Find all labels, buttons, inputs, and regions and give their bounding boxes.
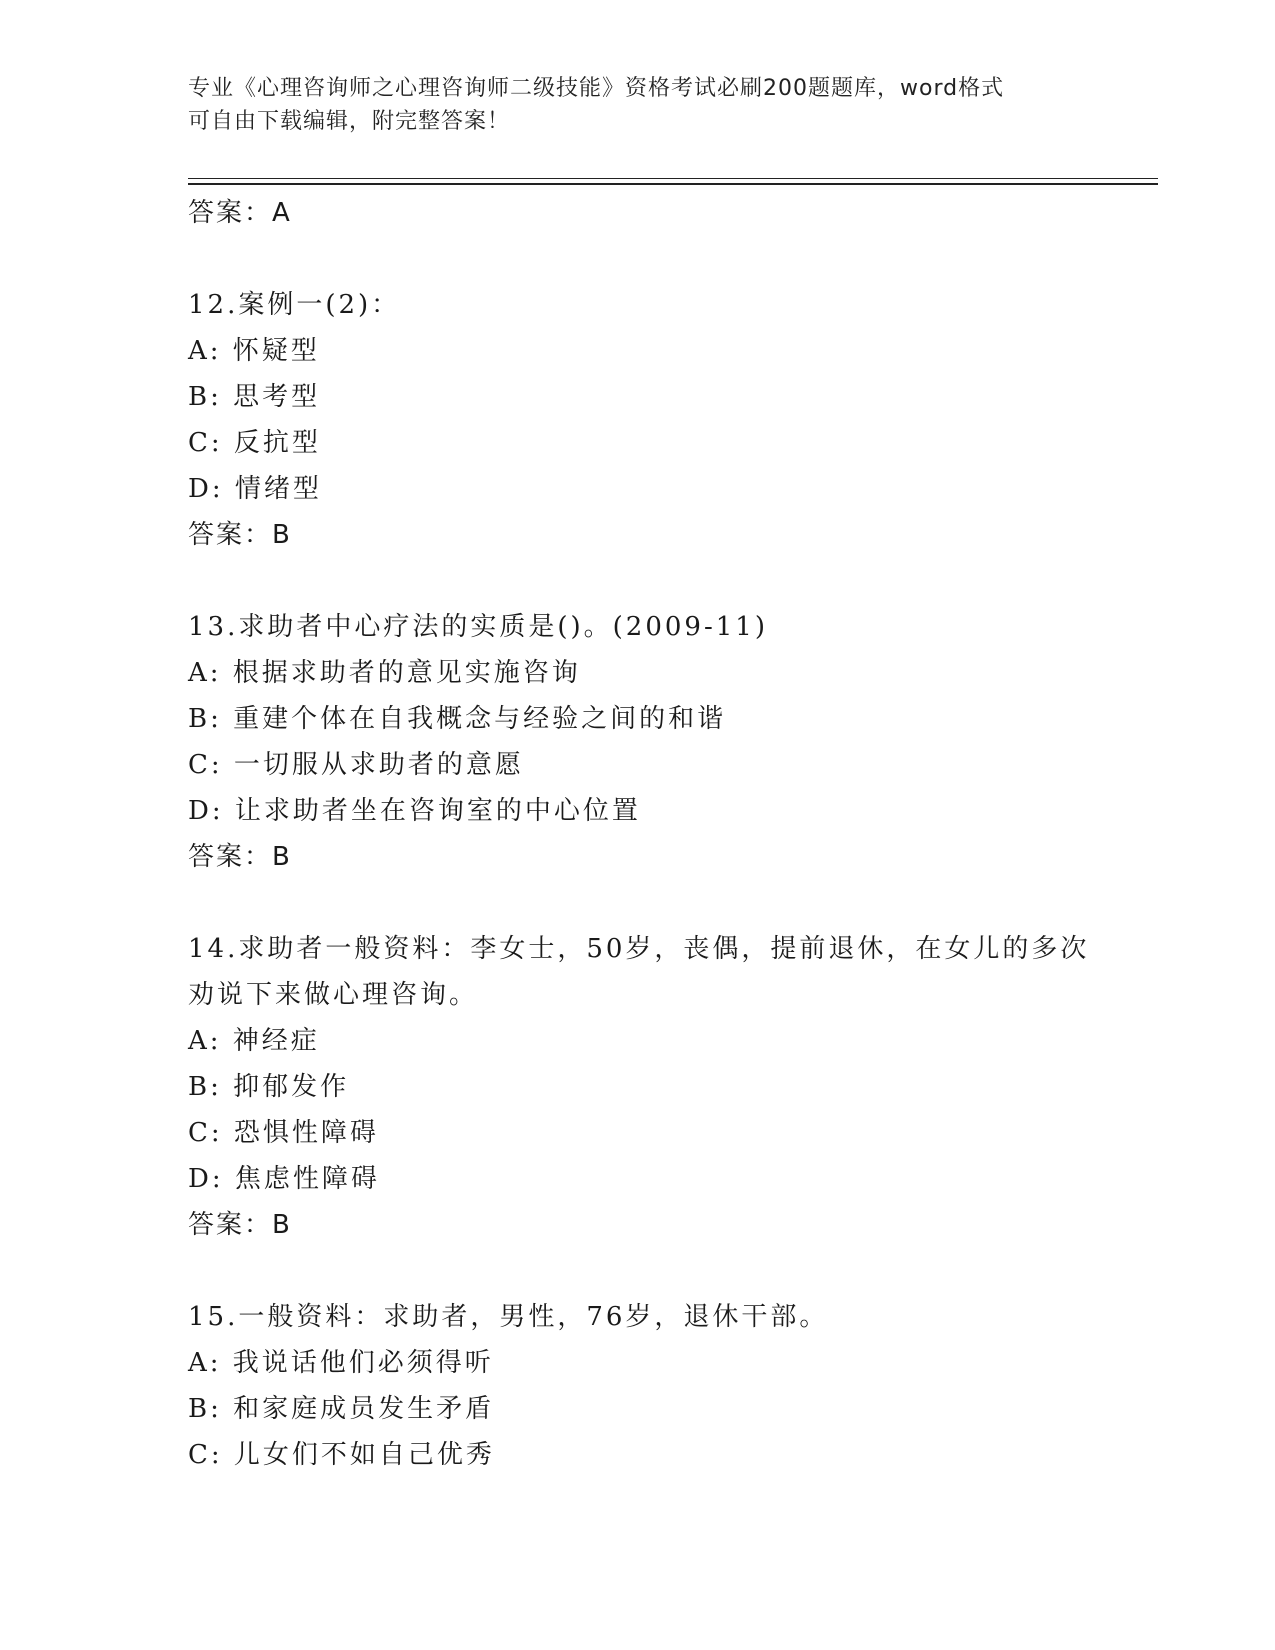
option-c: C: 恐惧性障碍: [188, 1118, 379, 1148]
option-c: C: 儿女们不如自己优秀: [188, 1440, 495, 1470]
option-b: B: 重建个体在自我概念与经验之间的和谐: [188, 704, 727, 734]
spacer: [188, 1248, 1148, 1294]
question-block: [188, 604, 1148, 880]
answer-line: 答案：B: [188, 520, 292, 550]
option-a: A: 怀疑型: [188, 336, 320, 366]
question-block: [188, 282, 1148, 558]
question-block: [188, 926, 1148, 1248]
spacer: [188, 558, 1148, 604]
header-line-1: 专业《心理咨询师之心理咨询师二级技能》资格考试必刷200题题库，word格式: [188, 76, 1005, 101]
header-divider-thick: [188, 183, 1158, 185]
option-b: B: 和家庭成员发生矛盾: [188, 1394, 495, 1424]
page-header: [188, 72, 1088, 138]
question-block: [188, 1294, 1148, 1478]
question-list: [188, 190, 1148, 1478]
question-stem: 13.求助者中心疗法的实质是()。(2009-11): [188, 612, 768, 642]
option-c: C: 一切服从求助者的意愿: [188, 750, 524, 780]
question-stem: 12.案例一(2)：: [188, 290, 401, 320]
question-stem-line-1: 14.求助者一般资料：李女士，50岁，丧偶，提前退休，在女儿的多次: [188, 934, 1090, 964]
question-stem-line-2: 劝说下来做心理咨询。: [188, 980, 479, 1010]
spacer: [188, 880, 1148, 926]
answer-line: 答案：B: [188, 842, 292, 872]
answer-line: 答案：B: [188, 1210, 292, 1240]
answer-line: 答案：A: [188, 198, 292, 228]
option-d: D: 情绪型: [188, 474, 322, 504]
option-d: D: 让求助者坐在咨询室的中心位置: [188, 796, 641, 826]
header-line-2: 可自由下载编辑，附完整答案！: [188, 109, 511, 134]
option-a: A: 我说话他们必须得听: [188, 1348, 494, 1378]
question-stem: 15.一般资料：求助者，男性，76岁，退休干部。: [188, 1302, 829, 1332]
option-b: B: 抑郁发作: [188, 1072, 350, 1102]
option-c: C: 反抗型: [188, 428, 321, 458]
header-divider-thin: [188, 178, 1158, 179]
option-d: D: 焦虑性障碍: [188, 1164, 380, 1194]
option-a: A: 根据求助者的意见实施咨询: [188, 658, 581, 688]
option-b: B: 思考型: [188, 382, 321, 412]
option-a: A: 神经症: [188, 1026, 320, 1056]
spacer: [188, 236, 1148, 282]
